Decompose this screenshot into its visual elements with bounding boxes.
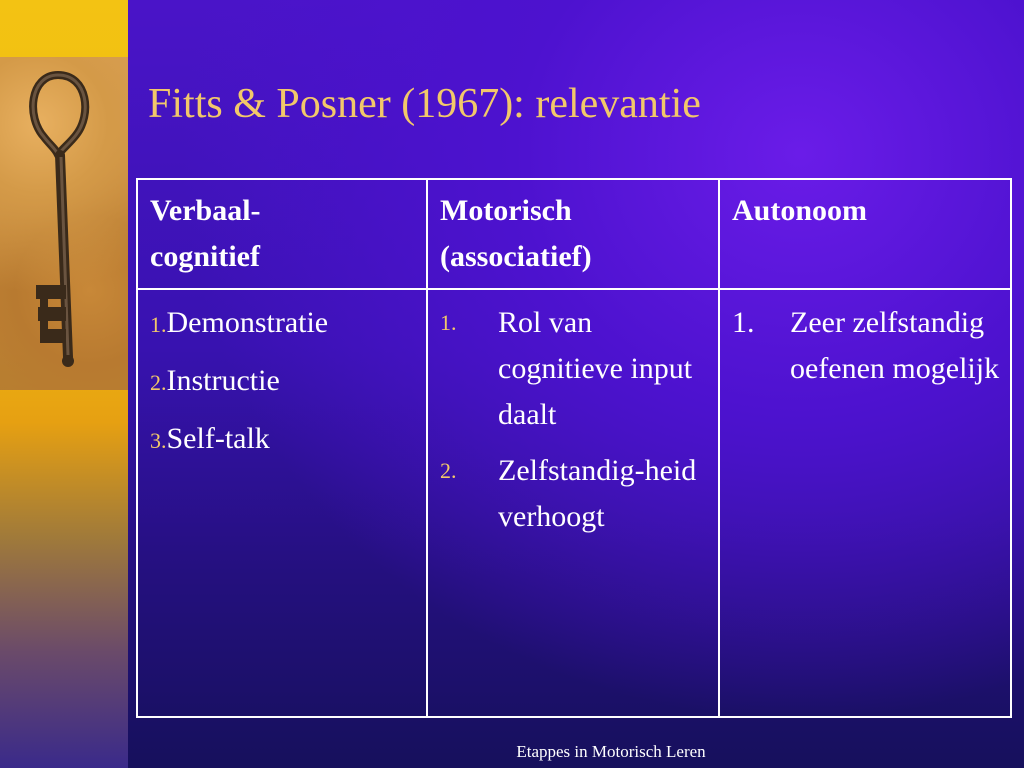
list-text: Demonstratie (166, 306, 329, 339)
cell-autonoom (719, 289, 1011, 717)
header-text: (associatief) (440, 240, 592, 273)
list-number: 3. (150, 428, 167, 453)
header-autonoom (719, 179, 1011, 289)
footer-text: Etappes in Motorisch Leren (516, 742, 706, 761)
key-photo (0, 57, 128, 390)
list-item (150, 416, 416, 464)
key-icon (0, 57, 128, 390)
list-number: 2. (440, 458, 457, 483)
header-motorisch (427, 179, 719, 289)
list-number: 1. (732, 306, 755, 339)
list-autonoom (732, 300, 1000, 392)
cell-verbaal-cognitief (137, 289, 427, 717)
list-text: Zeer zelfstandig oefenen mogelijk (790, 306, 1000, 385)
cell-motorisch (427, 289, 719, 717)
slide-title: Fitts & Posner (1967): relevantie (148, 81, 701, 127)
list-number: 2. (150, 370, 167, 395)
header-verbaal-cognitief (137, 179, 427, 289)
list-number: 1. (440, 310, 457, 335)
list-text: Instructie (166, 364, 280, 397)
header-text: cognitief (150, 240, 260, 273)
list-item (732, 300, 1000, 392)
header-text: Verbaal- (150, 194, 261, 227)
list-item (150, 358, 416, 406)
list-item (440, 448, 708, 540)
slide-footer (128, 742, 1024, 762)
list-number: 1. (150, 312, 167, 337)
list-item (440, 300, 708, 438)
header-text: Motorisch (440, 194, 572, 227)
list-verbaal-cognitief (150, 300, 416, 464)
table-body-row (137, 289, 1011, 717)
stages-table (136, 178, 1012, 718)
header-text: Autonoom (732, 194, 868, 227)
table-header-row (137, 179, 1011, 289)
main-panel (128, 0, 1024, 768)
list-motorisch (440, 300, 708, 540)
list-item (150, 300, 416, 348)
list-text: Self-talk (166, 422, 270, 455)
list-text: Zelfstandig-heid verhoogt (498, 454, 697, 533)
list-text: Rol van cognitieve input daalt (498, 306, 693, 431)
